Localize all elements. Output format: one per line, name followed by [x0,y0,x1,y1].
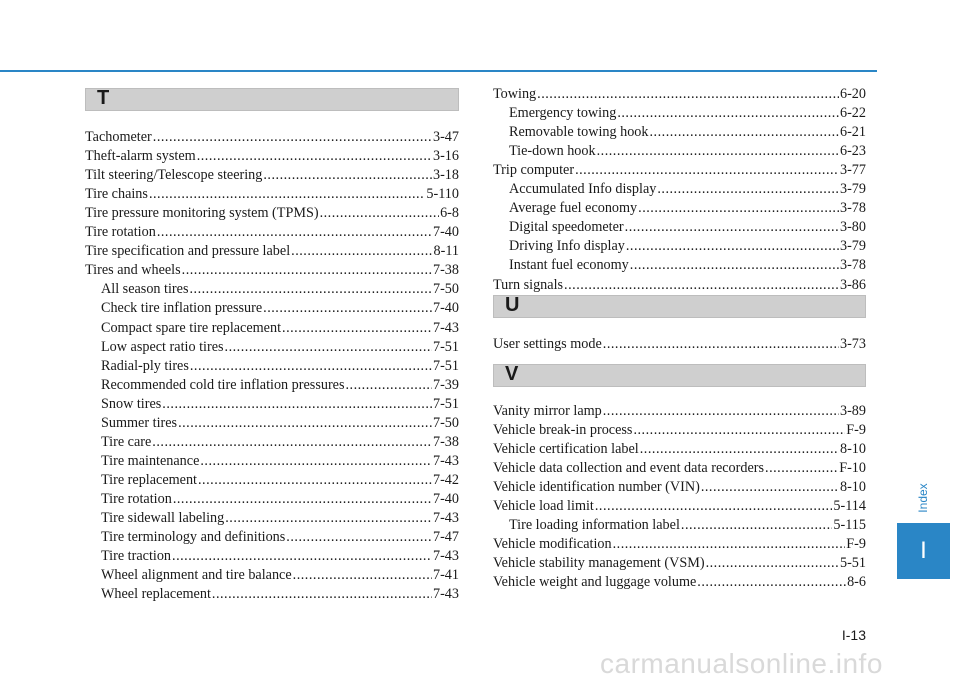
index-entry[interactable] [493,161,866,179]
index-entry[interactable] [493,478,866,496]
entry-page-ref: 3-77 [839,162,866,179]
entry-term: Radial-ply tires [101,357,189,374]
entry-term: Average fuel economy [509,200,638,217]
entry-page-ref: 7-43 [432,452,459,469]
dot-leader [633,421,845,439]
dot-leader [149,185,425,203]
entry-term: Check tire inflation pressure [101,300,263,317]
entry-term: Tire rotation [85,224,156,241]
entry-term: Tire sidewall labeling [101,510,225,526]
entry-term: Tire traction [101,548,172,565]
dot-leader [152,433,432,451]
section-letter: T [97,87,110,109]
entry-page-ref: 5-115 [833,517,866,534]
entry-term: Tilt steering/Telescope steering [85,167,263,184]
entry-term: Tire chains [85,186,148,203]
entry-term: Vehicle certification label [493,441,639,458]
entry-term: Towing [493,86,537,102]
entry-page-ref: 5-51 [839,555,866,572]
index-entry[interactable] [493,276,866,294]
dot-leader [597,142,839,160]
entry-term: Wheel alignment and tire balance [101,567,292,584]
dot-leader [291,242,432,260]
index-entry[interactable] [85,204,459,222]
entry-term: Vehicle data collection and event data recorders [493,460,765,477]
entry-term: Compact spare tire replacement [101,319,282,336]
dot-leader [625,218,839,236]
watermark: carmanualsonline.info [600,648,883,679]
entry-page-ref: 8-10 [839,441,866,458]
entry-page-ref: 3-18 [432,167,459,184]
entry-page-ref: 7-43 [432,510,459,526]
dot-leader [603,335,839,353]
dot-leader [697,573,846,591]
entry-page-ref: 7-47 [432,529,459,546]
index-subentry[interactable] [509,123,866,141]
index-entry[interactable] [493,421,866,439]
dot-leader [225,509,432,527]
index-subentry[interactable] [509,237,866,255]
entry-page-ref: 7-39 [432,376,459,393]
dot-leader [657,180,839,198]
entry-page-ref: 8-10 [839,479,866,496]
index-subentry[interactable] [101,319,459,337]
entry-page-ref: 3-80 [839,219,866,236]
entry-term: Tie-down hook [509,143,596,160]
side-index-label: Index [916,483,930,513]
entry-page-ref: 7-51 [432,338,459,355]
dot-leader [320,204,440,222]
entry-page-ref: 8-6 [847,574,866,591]
entry-page-ref: 7-43 [432,586,459,603]
dot-leader [537,85,839,103]
dot-leader [613,535,846,553]
index-subentry[interactable] [509,180,866,198]
index-entry[interactable] [493,573,866,591]
entry-page-ref: 5-110 [426,186,459,203]
entry-term: Tire pressure monitoring system (TPMS) [85,205,319,222]
dot-leader [706,554,839,572]
entry-term: Vehicle stability management (VSM) [493,555,705,572]
entry-term: Tires and wheels [85,262,181,279]
entry-page-ref: 7-40 [432,300,459,317]
entry-page-ref: 6-21 [839,124,866,141]
entry-term: Vehicle break-in process [493,422,633,439]
entry-page-ref: 3-79 [839,181,866,198]
dot-leader [212,585,432,603]
dot-leader [681,516,833,534]
dot-leader [282,319,432,337]
entry-term: Tire care [101,433,152,450]
entry-term: Vehicle modification [493,536,612,553]
index-subentry[interactable] [509,104,866,122]
index-subentry[interactable] [101,299,459,317]
entry-term: Recommended cold tire inflation pressures [101,376,345,393]
entry-page-ref: 7-51 [432,357,459,374]
entry-page-ref: 3-47 [432,129,459,145]
index-subentry[interactable] [101,280,459,298]
entry-term: Accumulated Info display [509,181,657,198]
entry-term: Turn signals [493,276,564,293]
entry-page-ref: 6-20 [839,86,866,102]
entry-term: Summer tires [101,414,178,431]
entry-term: Vehicle identification number (VIN) [493,479,700,496]
index-subentry[interactable] [101,490,459,508]
entry-term: Tire loading information label [509,517,680,534]
entry-page-ref: 7-38 [432,262,459,279]
entry-page-ref: 7-51 [432,395,459,412]
dot-leader [626,237,839,255]
entry-page-ref: 6-8 [440,205,459,222]
entry-term: Low aspect ratio tires [101,338,224,355]
entry-page-ref: 8-11 [433,243,459,260]
dot-leader [345,376,432,394]
index-subentry[interactable] [509,256,866,274]
entry-term: Tire terminology and definitions [101,529,286,546]
entry-term: Tire maintenance [101,452,200,469]
dot-leader [178,414,432,432]
entry-term: Driving Info display [509,238,625,255]
entry-term: Digital speedometer [509,219,624,236]
entry-term: Wheel replacement [101,586,211,603]
entry-page-ref: 3-78 [839,200,866,217]
entry-page-ref: 3-16 [432,148,459,165]
dot-leader [638,199,839,217]
entry-term: All season tires [101,281,189,298]
entry-page-ref: 7-43 [432,319,459,336]
index-entry[interactable] [85,147,459,165]
entry-term: Snow tires [101,395,162,412]
dot-leader [630,256,839,274]
index-subentry[interactable] [509,218,866,236]
entry-page-ref: 7-50 [432,281,459,298]
index-entry[interactable] [493,497,866,515]
dot-leader [575,161,839,179]
dot-leader [650,123,839,141]
dot-leader [200,452,432,470]
entry-term: User settings mode [493,336,602,352]
dot-leader [263,166,432,184]
dot-leader [286,528,432,546]
entry-page-ref: 7-38 [432,433,459,450]
index-entry[interactable] [85,128,459,146]
dot-leader [225,338,432,356]
entry-page-ref: 3-78 [839,257,866,274]
entry-page-ref: 3-86 [839,276,866,293]
index-subentry[interactable] [509,516,866,534]
dot-leader [293,566,432,584]
entry-term: Trip computer [493,162,575,179]
entry-page-ref: 7-40 [432,224,459,241]
index-entry[interactable] [493,440,866,458]
dot-leader [617,104,839,122]
entry-page-ref: 7-41 [432,567,459,584]
dot-leader [182,261,432,279]
index-subentry[interactable] [101,452,459,470]
entry-term: Vanity mirror lamp [493,403,602,419]
entry-term: Tire rotation [101,490,172,507]
entry-page-ref: 7-42 [432,471,459,488]
header-rule [0,70,877,72]
entry-term: Vehicle weight and luggage volume [493,574,697,591]
dot-leader [640,440,839,458]
dot-leader [162,395,432,413]
index-entry[interactable] [493,85,866,103]
page-number: I-13 [841,627,866,643]
side-tab-letter: I [920,537,927,564]
section-header-t [85,88,459,111]
entry-page-ref: 3-89 [839,403,866,419]
section-header-u [493,295,866,318]
index-subentry[interactable] [101,376,459,394]
dot-leader [190,357,432,375]
index-entry[interactable] [85,261,459,279]
index-entry[interactable] [85,185,459,203]
side-index-tab[interactable] [897,523,950,579]
index-subentry[interactable] [101,433,459,451]
index-entry[interactable] [493,554,866,572]
entry-page-ref: 7-40 [432,490,459,507]
entry-term: Tire specification and pressure label [85,243,291,260]
index-entry[interactable] [493,335,866,353]
index-entry[interactable] [85,166,459,184]
dot-leader [595,497,833,515]
entry-page-ref: 3-73 [839,336,866,352]
entry-term: Instant fuel economy [509,257,629,274]
entry-page-ref: 7-43 [432,548,459,565]
entry-page-ref: F-10 [839,460,866,477]
entry-page-ref: F-9 [846,422,866,439]
index-subentry[interactable] [509,142,866,160]
index-entry[interactable] [85,242,459,260]
index-subentry[interactable] [101,414,459,432]
dot-leader [198,471,432,489]
dot-leader [173,490,432,508]
entry-page-ref: 7-50 [432,414,459,431]
index-subentry[interactable] [101,528,459,546]
index-subentry[interactable] [101,585,459,603]
entry-term: Tire replacement [101,471,197,488]
index-subentry[interactable] [101,357,459,375]
dot-leader [263,299,432,317]
entry-term: Emergency towing [509,105,617,122]
dot-leader [564,276,839,294]
index-entry[interactable] [493,459,866,477]
entry-term: Tachometer [85,129,152,145]
section-letter: V [505,363,519,385]
dot-leader [153,128,432,146]
dot-leader [765,459,838,477]
dot-leader [197,147,432,165]
index-entry[interactable] [493,535,866,553]
index-subentry[interactable] [101,566,459,584]
index-entry[interactable] [85,223,459,241]
dot-leader [157,223,432,241]
entry-term: Removable towing hook [509,124,649,141]
section-letter: U [505,294,520,316]
dot-leader [172,547,432,565]
entry-page-ref: F-9 [846,536,866,553]
dot-leader [701,478,839,496]
dot-leader [189,280,432,298]
entry-term: Vehicle load limit [493,498,594,515]
index-subentry[interactable] [101,547,459,565]
index-subentry[interactable] [101,471,459,489]
entry-page-ref: 3-79 [839,238,866,255]
dot-leader [603,402,839,420]
entry-page-ref: 6-22 [839,105,866,122]
index-subentry[interactable] [509,199,866,217]
entry-page-ref: 5-114 [833,498,866,515]
entry-page-ref: 6-23 [839,143,866,160]
index-subentry[interactable] [101,395,459,413]
index-entry[interactable] [493,402,866,420]
index-subentry[interactable] [101,509,459,527]
section-header-v [493,364,866,387]
entry-term: Theft-alarm system [85,148,196,165]
index-subentry[interactable] [101,338,459,356]
